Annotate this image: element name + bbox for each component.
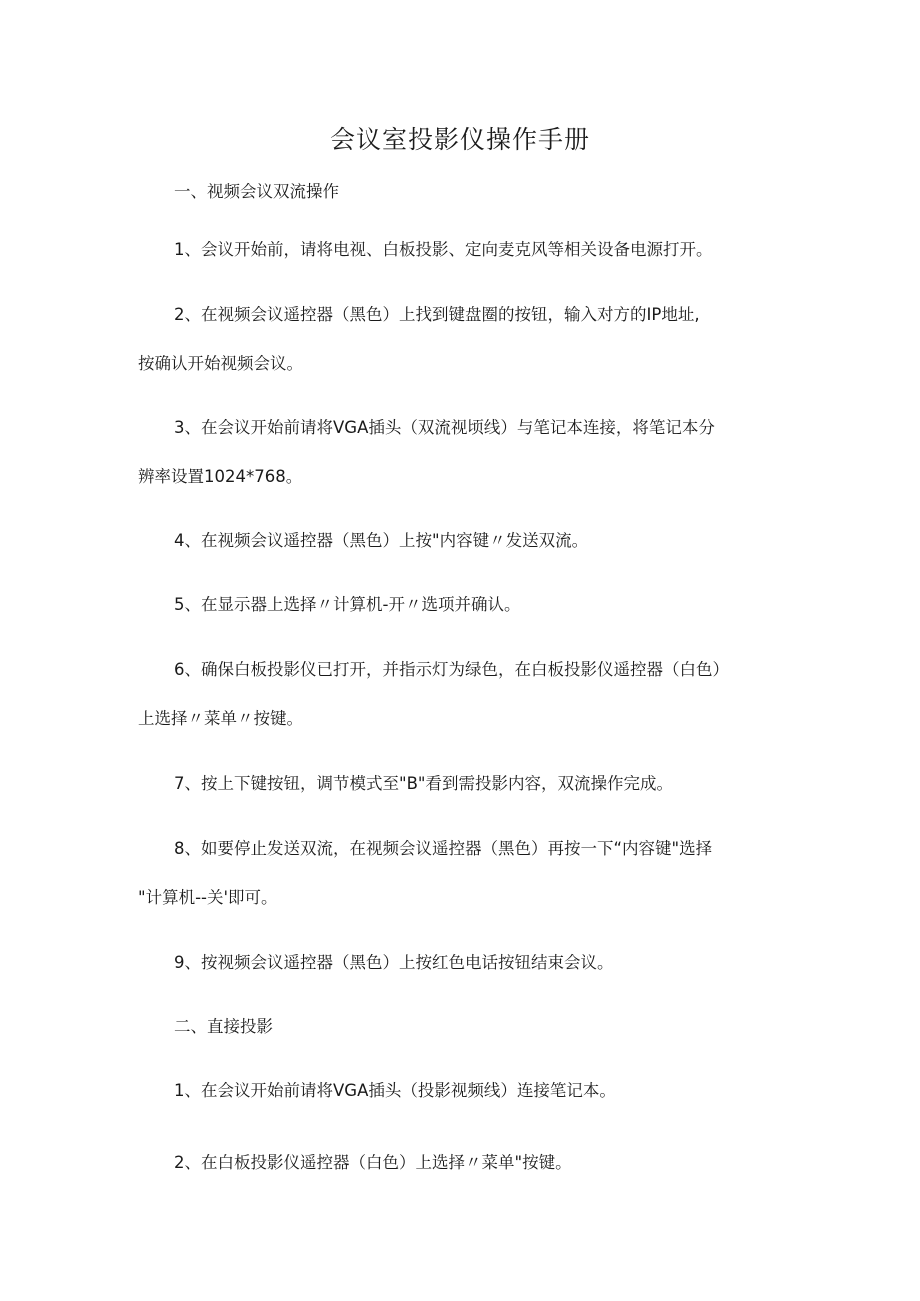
step-1-6: 6、确保白板投影仪已打开，并指示灯为绿色，在白板投影仪遥控器（白色） — [174, 660, 729, 679]
step-1-8-cont: "计算机--关'即可。 — [138, 888, 278, 907]
step-1-2-cont: 按确认开始视频会议。 — [138, 354, 303, 373]
step-1-8: 8、如要停止发送双流，在视频会议遥控器（黑色）再按一下“内容键"选择 — [174, 839, 713, 858]
step-1-3: 3、在会议开始前请将VGA插头（双流视顷线）与笔记本连接，将笔记本分 — [174, 418, 715, 437]
step-1-9: 9、按视频会议遥控器（黑色）上按红色电话按钮结束会议。 — [174, 953, 614, 972]
document-title: 会议室投影仪操作手册 — [329, 125, 590, 154]
step-1-2: 2、在视频会议遥控器（黑色）上找到键盘圈的按钮，输入对方的IP地址, — [174, 305, 700, 324]
step-2-2: 2、在白板投影仪遥控器（白色）上选择〃菜单"按键。 — [174, 1153, 572, 1172]
section-heading-direct-projection: 二、直接投影 — [174, 1017, 273, 1036]
section-heading-dual-stream: 一、视频会议双流操作 — [174, 182, 339, 201]
step-1-5: 5、在显示器上选择〃计算机-开〃选项并确认。 — [174, 595, 521, 614]
step-1-3-cont: 辨率设置1024*768。 — [138, 467, 303, 486]
step-1-1: 1、会议开始前，请将电视、白板投影、定向麦克风等相关设备电源打开。 — [174, 240, 713, 259]
step-1-7: 7、按上下键按钮，调节模式至"B"看到需投影内容，双流操作完成。 — [174, 774, 673, 793]
step-1-4: 4、在视频会议遥控器（黑色）上按"内容键〃发送双流。 — [174, 531, 589, 550]
step-2-1: 1、在会议开始前请将VGA插头（投影视频线）连接笔记本。 — [174, 1081, 616, 1100]
step-1-6-cont: 上选择〃菜单〃按键。 — [138, 709, 303, 728]
